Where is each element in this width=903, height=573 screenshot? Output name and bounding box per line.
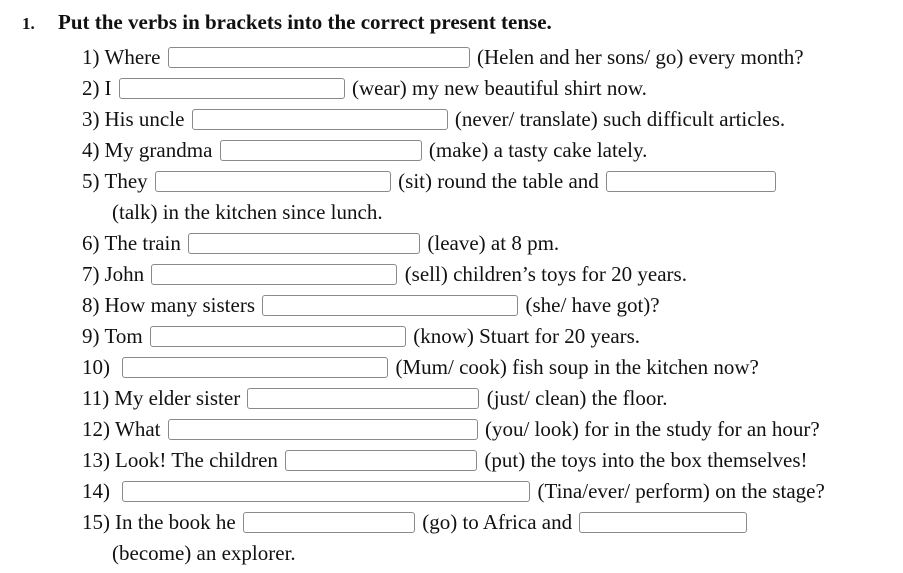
item-number: 3) <box>82 107 100 132</box>
item-text-after: (sell) children’s toys for 20 years. <box>404 262 687 287</box>
item-text-continuation: (talk) in the kitchen since lunch. <box>112 200 383 225</box>
exercise-item-13 <box>82 444 808 472</box>
answer-input-11[interactable] <box>247 388 479 409</box>
item-text-after: (you/ look) for in the study for an hour? <box>484 417 820 442</box>
answer-input-9[interactable] <box>150 326 406 347</box>
exercise-item-5-continuation <box>112 196 383 224</box>
item-text-before: Tom <box>104 324 143 349</box>
exercise-item-9 <box>82 320 640 348</box>
exercise-number: 1. <box>22 14 35 33</box>
item-number: 1) <box>82 45 100 70</box>
answer-input-7[interactable] <box>151 264 397 285</box>
exercise-heading <box>22 10 552 35</box>
exercise-item-3 <box>82 103 785 131</box>
exercise-item-11 <box>82 382 667 410</box>
item-text-before: How many sisters <box>104 293 255 318</box>
item-text-after: (put) the toys into the box themselves! <box>484 448 808 473</box>
item-text-after: (never/ translate) such difficult articles. <box>454 107 786 132</box>
exercise-item-15 <box>82 506 749 534</box>
exercise-item-6 <box>82 227 559 255</box>
exercise-item-8 <box>82 289 660 317</box>
item-text-before: Where <box>104 45 161 70</box>
exercise-item-2 <box>82 72 647 100</box>
answer-input-8[interactable] <box>262 295 518 316</box>
answer-input-12[interactable] <box>168 419 478 440</box>
item-text-after: (Tina/ever/ perform) on the stage? <box>537 479 825 504</box>
item-text-after: (leave) at 8 pm. <box>427 231 560 256</box>
item-text-after: (she/ have got)? <box>525 293 660 318</box>
item-text-before: I <box>104 76 112 101</box>
item-text-before: Look! The children <box>115 448 278 473</box>
item-text-after: (know) Stuart for 20 years. <box>413 324 641 349</box>
exercise-item-15-continuation <box>112 537 296 565</box>
item-number: 5) <box>82 169 100 194</box>
item-text-continuation: (become) an explorer. <box>112 541 296 566</box>
exercise-instructions: Put the verbs in brackets into the correct present tense. <box>58 10 552 34</box>
item-text-after: (make) a tasty cake lately. <box>428 138 648 163</box>
item-text-before: John <box>104 262 145 287</box>
answer-input-15a[interactable] <box>243 512 415 533</box>
answer-input-14[interactable] <box>122 481 530 502</box>
item-text-before: In the book he <box>115 510 236 535</box>
item-text-after: (sit) round the table and <box>398 169 599 194</box>
item-number: 10) <box>82 355 110 380</box>
answer-input-3[interactable] <box>192 109 448 130</box>
item-text-after: (go) to Africa and <box>422 510 573 535</box>
answer-input-5b[interactable] <box>606 171 776 192</box>
item-number: 15) <box>82 510 110 535</box>
item-number: 8) <box>82 293 100 318</box>
item-text-after: (just/ clean) the floor. <box>486 386 668 411</box>
item-number: 7) <box>82 262 100 287</box>
answer-input-10[interactable] <box>122 357 388 378</box>
exercise-item-10 <box>82 351 759 379</box>
item-number: 11) <box>82 386 110 411</box>
item-text-after: (Helen and her sons/ go) every month? <box>476 45 804 70</box>
exercise-item-4 <box>82 134 647 162</box>
answer-input-1[interactable] <box>168 47 470 68</box>
item-text-before: The train <box>104 231 181 256</box>
item-text-before: They <box>104 169 148 194</box>
item-text-after: (Mum/ cook) fish soup in the kitchen now? <box>395 355 759 380</box>
answer-input-13[interactable] <box>285 450 477 471</box>
item-number: 4) <box>82 138 100 163</box>
item-text-after: (wear) my new beautiful shirt now. <box>352 76 647 101</box>
exercise-item-5 <box>82 165 778 193</box>
answer-input-2[interactable] <box>119 78 345 99</box>
item-number: 9) <box>82 324 100 349</box>
item-number: 2) <box>82 76 100 101</box>
item-text-before: My elder sister <box>114 386 241 411</box>
item-number: 13) <box>82 448 110 473</box>
answer-input-4[interactable] <box>220 140 422 161</box>
item-number: 14) <box>82 479 110 504</box>
item-text-before: My grandma <box>104 138 213 163</box>
item-text-before: What <box>115 417 161 442</box>
item-number: 12) <box>82 417 110 442</box>
item-text-before: His uncle <box>104 107 185 132</box>
exercise-item-14 <box>82 475 825 503</box>
answer-input-6[interactable] <box>188 233 420 254</box>
answer-input-15b[interactable] <box>579 512 747 533</box>
exercise-item-7 <box>82 258 687 286</box>
answer-input-5a[interactable] <box>155 171 391 192</box>
exercise-item-12 <box>82 413 820 441</box>
item-number: 6) <box>82 231 100 256</box>
exercise-item-1 <box>82 41 804 69</box>
